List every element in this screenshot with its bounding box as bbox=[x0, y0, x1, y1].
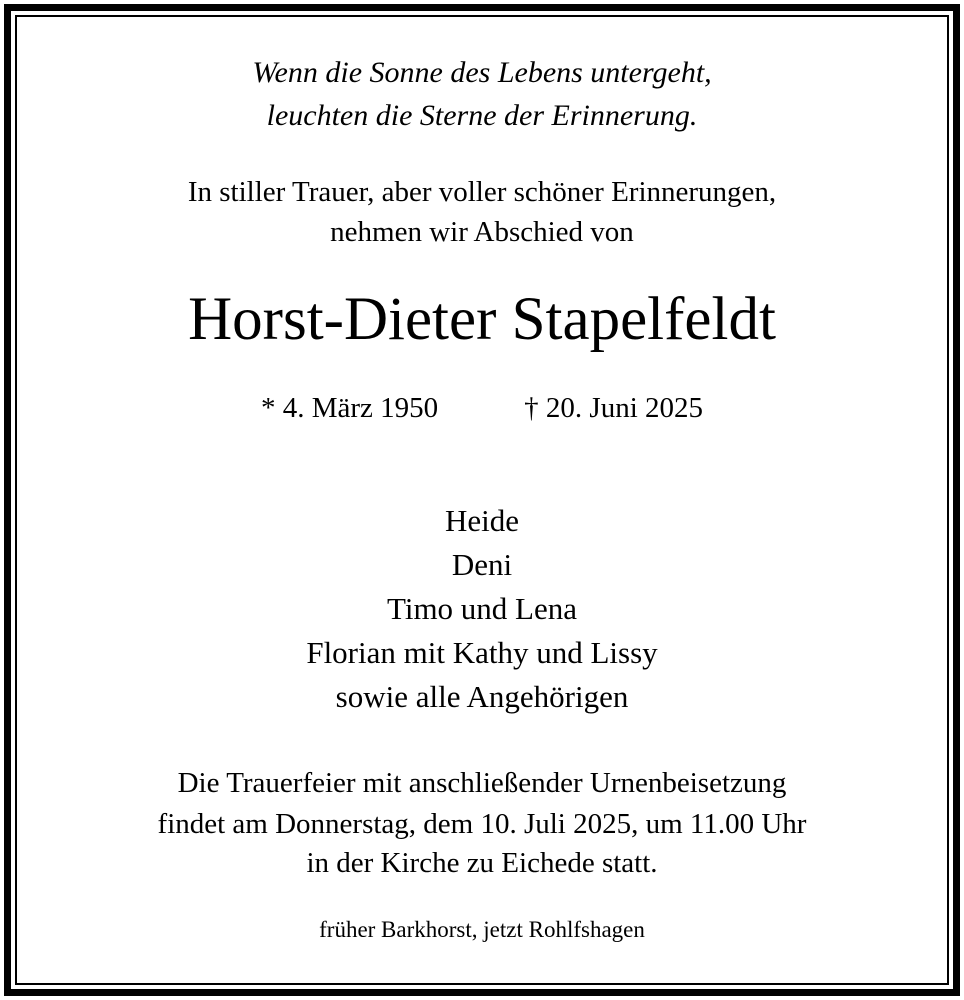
mourner-2: Deni bbox=[451, 547, 513, 582]
intro-line-1: In stiller Trauer, aber voller schöner Erinnerungen, bbox=[187, 176, 777, 208]
death-date: † 20. Juni 2025 bbox=[524, 392, 704, 424]
deceased-name: Horst-Dieter Stapelfeldt bbox=[188, 286, 776, 353]
life-dates bbox=[20, 388, 944, 428]
motto-line-1: Wenn die Sonne des Lebens untergeht, bbox=[252, 56, 712, 89]
ceremony-line-3: in der Kirche zu Eichede statt. bbox=[306, 847, 658, 879]
birth-date: * 4. März 1950 bbox=[260, 392, 439, 424]
mourner-4: Florian mit Kathy und Lissy bbox=[306, 635, 658, 670]
ceremony-line-1: Die Trauerfeier mit anschließender Urnenbeisetzung bbox=[177, 767, 787, 799]
ceremony-line-2: findet am Donnerstag, dem 10. Juli 2025, um 11.00 Uhr bbox=[157, 808, 807, 840]
residence-note: früher Barkhorst, jetzt Rohlfshagen bbox=[319, 917, 645, 942]
mourner-3: Timo und Lena bbox=[386, 591, 578, 626]
mourner-1: Heide bbox=[444, 503, 520, 538]
mourner-5: sowie alle Angehörigen bbox=[335, 679, 629, 714]
intro-line-2: nehmen wir Abschied von bbox=[330, 216, 634, 248]
motto-line-2: leuchten die Sterne der Erinnerung. bbox=[266, 99, 698, 132]
obituary-notice bbox=[20, 0, 944, 1000]
